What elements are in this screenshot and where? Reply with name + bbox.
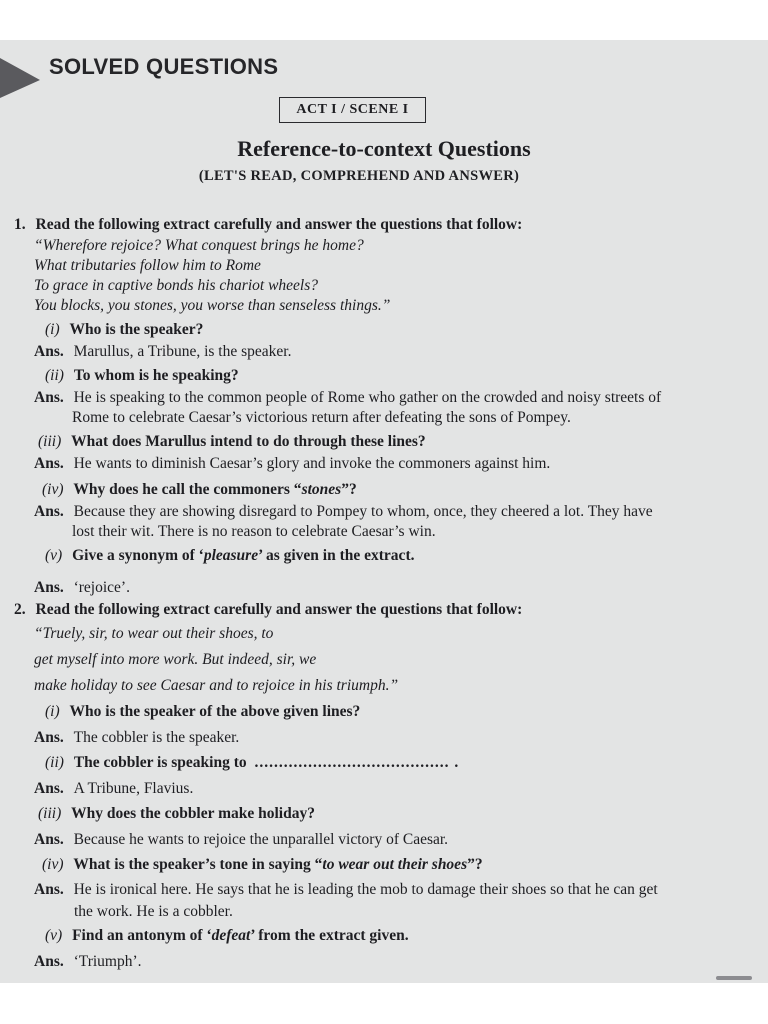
act-scene-box: ACT I / SCENE I <box>279 97 426 123</box>
sub-question-text: Give a synonym of ‘ <box>72 547 204 564</box>
sub-question-text: The cobbler is speaking to <box>73 754 247 771</box>
answer-text: A Tribune, Flavius. <box>73 780 194 797</box>
sub-question-label: (iv) <box>42 856 64 873</box>
answer-label: Ans. <box>34 881 64 898</box>
extract-line: To grace in captive bonds his chariot wheels? <box>34 277 319 294</box>
question-number: 2. <box>14 601 26 618</box>
sub-question-text: Who is the speaker of the above given lines? <box>69 703 361 720</box>
sub-question <box>45 753 459 773</box>
sub-question-text: Find an antonym of ‘ <box>72 927 212 944</box>
answer-text: Because he wants to rejoice the unparallel victory of Caesar. <box>73 831 449 848</box>
answer <box>34 454 550 474</box>
sub-question-text: What does Marullus intend to do through these lines? <box>71 433 426 450</box>
question-1-heading <box>14 215 522 235</box>
extract-line: What tributaries follow him to Rome <box>34 257 261 274</box>
answer-label: Ans. <box>34 455 64 472</box>
sub-question-text-end: ’ from the extract given. <box>250 927 409 944</box>
extract-line: “Wherefore rejoice? What conquest brings he home? <box>34 237 364 254</box>
sub-question-label: (iii) <box>38 433 62 450</box>
answer-label: Ans. <box>34 503 64 520</box>
page-edge-mark <box>716 976 752 980</box>
sub-question-text: What is the speaker’s tone in saying “ <box>73 856 323 873</box>
answer <box>34 578 130 598</box>
answer <box>34 342 291 362</box>
sub-question <box>45 320 203 340</box>
sub-question-label: (iv) <box>42 481 64 498</box>
answer-text: ‘rejoice’. <box>73 579 130 596</box>
sub-question <box>45 702 360 722</box>
sub-question-label: (ii) <box>45 367 64 384</box>
corner-triangle-icon <box>0 58 40 98</box>
sub-question-label: (v) <box>45 927 63 944</box>
answer <box>34 502 653 522</box>
answer-text: He is speaking to the common people of Rome who gather on the crowded and noisy streets of <box>73 389 662 406</box>
answer <box>34 388 661 408</box>
sub-question <box>45 546 414 566</box>
sub-question-label: (i) <box>45 321 60 338</box>
page-subtitle: (LET'S READ, COMPREHEND AND ANSWER) <box>198 168 520 184</box>
answer-label: Ans. <box>34 953 64 970</box>
sub-question-text: Why does the cobbler make holiday? <box>71 805 315 822</box>
answer-continuation: lost their wit. There is no reason to celebrate Caesar’s win. <box>72 523 436 540</box>
sub-question-emphasis: to wear out their shoes <box>322 856 468 873</box>
answer <box>34 830 448 850</box>
extract-line: “Truely, sir, to wear out their shoes, to <box>34 625 274 642</box>
sub-question <box>42 855 483 875</box>
sub-question-emphasis: stones <box>301 481 342 498</box>
answer-label: Ans. <box>34 831 64 848</box>
answer <box>34 728 239 748</box>
answer-label: Ans. <box>34 729 64 746</box>
sub-question <box>38 804 315 824</box>
sub-question-label: (i) <box>45 703 60 720</box>
sub-question-text-end: ’ as given in the extract. <box>258 547 415 564</box>
sub-question-emphasis: defeat <box>211 927 251 944</box>
answer-label: Ans. <box>34 579 64 596</box>
answer-continuation: Rome to celebrate Caesar’s victorious return after defeating the sons of Pompey. <box>72 409 571 426</box>
sub-question-text: Why does he call the commoners “ <box>73 481 302 498</box>
sub-question <box>42 480 357 500</box>
sub-question-label: (v) <box>45 547 63 564</box>
answer <box>34 880 658 900</box>
answer-text: ‘Triumph’. <box>73 953 142 970</box>
answer-text: Marullus, a Tribune, is the speaker. <box>73 343 292 360</box>
answer-text: The cobbler is the speaker. <box>73 729 240 746</box>
answer-continuation: the work. He is a cobbler. <box>74 903 233 920</box>
sub-question-text: Who is the speaker? <box>69 321 204 338</box>
question-instruction: Read the following extract carefully and answer the questions that follow: <box>35 216 523 233</box>
answer <box>34 779 193 799</box>
page-title: Reference-to-context Questions <box>237 136 531 161</box>
question-2-heading <box>14 600 522 620</box>
section-heading: SOLVED QUESTIONS <box>49 54 279 79</box>
sub-question-emphasis: pleasure <box>203 547 259 564</box>
answer <box>34 952 142 972</box>
answer-label: Ans. <box>34 780 64 797</box>
answer-text: He wants to diminish Caesar’s glory and invoke the commoners against him. <box>73 455 551 472</box>
answer-label: Ans. <box>34 343 64 360</box>
sub-question-text: To whom is he speaking? <box>73 367 239 384</box>
textbook-page <box>0 40 768 983</box>
question-number: 1. <box>14 216 26 233</box>
sub-question-label: (ii) <box>45 754 64 771</box>
sub-question <box>45 366 239 386</box>
question-instruction: Read the following extract carefully and answer the questions that follow: <box>35 601 523 618</box>
sub-question <box>38 432 426 452</box>
extract-line: You blocks, you stones, you worse than senseless things.” <box>34 297 391 314</box>
answer-text: Because they are showing disregard to Pompey to whom, once, they cheered a lot. They have <box>73 503 653 520</box>
extract-line: get myself into more work. But indeed, sir, we <box>34 651 317 668</box>
sub-question-text-end: ”? <box>467 856 483 873</box>
sub-question <box>45 926 409 946</box>
answer-text: He is ironical here. He says that he is leading the mob to damage their shoes so that he can get <box>73 881 658 898</box>
fill-in-blank: ........................................ . <box>254 754 460 771</box>
extract-line: make holiday to see Caesar and to rejoice in his triumph.” <box>34 677 399 694</box>
sub-question-text-end: ”? <box>341 481 357 498</box>
answer-label: Ans. <box>34 389 64 406</box>
sub-question-label: (iii) <box>38 805 62 822</box>
